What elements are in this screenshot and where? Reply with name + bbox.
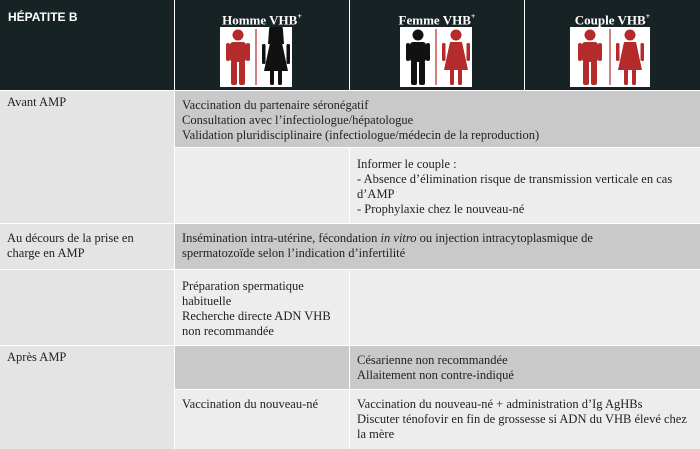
column-header-homme-label: Homme VHB	[222, 12, 298, 28]
decours-shared-text-post: ou injection intracytoplasmique de spermatozoïde selon l’indication d’infertilité	[182, 231, 593, 260]
column-header-homme-sup: +	[297, 12, 302, 21]
avant-amp-homme-cell	[175, 148, 349, 223]
apres-amp-homme-top-cell	[175, 346, 349, 389]
decours-shared-text-pre: Insémination intra-utérine, fécondation	[182, 231, 381, 245]
woman-uninfected-icon	[262, 27, 290, 85]
decours-shared-text-em: in vitro	[380, 231, 417, 245]
avant-femme-line: - Prophylaxie chez le nouveau-né	[357, 202, 525, 216]
decours-amp-femme-cell	[350, 270, 700, 345]
column-header-couple-label: Couple VHB	[574, 12, 646, 28]
apres-homme-bottom-line: Vaccination du nouveau-né	[182, 397, 319, 411]
apres-amp-femme-top-cell	[350, 346, 700, 389]
apres-amp-homme-bottom-cell	[175, 390, 349, 449]
apres-femme-top-line: Césarienne non recommandée	[357, 353, 508, 367]
avant-amp-femme-cell	[350, 148, 700, 223]
avant-shared-line: Consultation avec l’infectiologue/hépatologue	[182, 113, 414, 127]
homme-vhb-pictogram	[220, 27, 292, 87]
man-uninfected-icon	[406, 30, 430, 86]
row-label-avant-amp: Avant AMP	[0, 91, 174, 223]
decours-homme-line: Préparation spermatique habituelle	[182, 279, 304, 308]
row-label-apres-amp: Après AMP	[0, 346, 174, 449]
avant-femme-line: - Absence d’élimination risque de transmission verticale en cas d’AMP	[357, 172, 673, 201]
apres-femme-top-line: Allaitement non contre-indiqué	[357, 368, 514, 382]
column-header-femme-label: Femme VHB	[398, 12, 471, 28]
man-infected-icon	[578, 30, 602, 86]
table-title: HÉPATITE B	[0, 0, 174, 90]
woman-infected-icon	[616, 30, 644, 86]
column-header-femme-sup: +	[470, 12, 476, 21]
avant-shared-line: Vaccination du partenaire séronégatif	[182, 98, 369, 112]
avant-shared-line: Validation pluridisciplinaire (infectiologue/médecin de la reproduction)	[182, 128, 540, 142]
apres-femme-bottom-line: Vaccination du nouveau-né + administration d’Ig AgHBs	[357, 397, 643, 411]
apres-amp-femme-bottom-cell	[350, 390, 700, 449]
decours-homme-line: Recherche directe ADN VHB non recommandée	[182, 309, 331, 338]
column-header-couple-sup: +	[645, 12, 651, 21]
avant-femme-line: Informer le couple :	[357, 157, 457, 171]
apres-femme-bottom-line: Discuter ténofovir en fin de grossesse si ADN du VHB élevé chez la mère	[357, 412, 687, 441]
couple-vhb-pictogram	[570, 27, 650, 87]
decours-amp-shared-cell	[175, 224, 700, 269]
woman-infected-icon	[442, 30, 470, 86]
row-label-decours-amp: Au décours de la prise en charge en AMP	[0, 224, 174, 269]
man-infected-icon	[226, 30, 250, 86]
avant-amp-shared-cell	[175, 91, 700, 147]
row-label-decours-sub	[0, 270, 174, 345]
decours-amp-homme-cell	[175, 270, 349, 345]
femme-vhb-pictogram	[400, 27, 472, 87]
